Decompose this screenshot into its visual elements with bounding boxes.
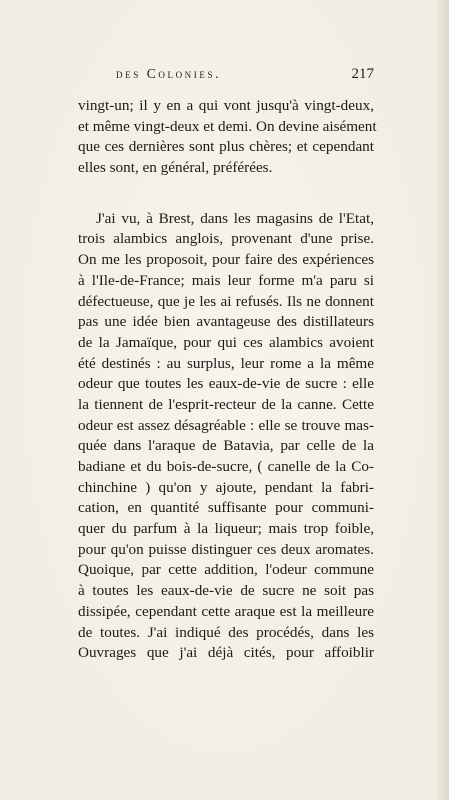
body-text bbox=[78, 96, 377, 664]
text-line: la tiennent de l'esprit-recteur de la canne. Cette bbox=[78, 395, 374, 413]
text-line: de toutes. J'ai indiqué des procédés, dans les bbox=[78, 623, 374, 641]
text-line: odeur est assez désagréable : elle se trouve mas- bbox=[78, 416, 374, 434]
page-header bbox=[116, 66, 374, 86]
paragraph-1 bbox=[78, 96, 377, 179]
text-line: quée dans l'araque de Batavia, par celle de la bbox=[78, 437, 374, 455]
text-line: été destinés : au surplus, leur rome a la même bbox=[78, 354, 374, 372]
text-line: Quoique, par cette addition, l'odeur commune bbox=[78, 561, 374, 579]
text-line: cation, en quantité suffisante pour communi- bbox=[78, 499, 374, 517]
text-line: à toutes les eaux-de-vie de sucre ne soit pas bbox=[78, 582, 374, 600]
text-line: On me les proposoit, pour faire des expériences bbox=[78, 251, 374, 269]
text-line: trois alambics anglois, provenant d'une prise. bbox=[78, 230, 374, 248]
text-line: pour qu'on puisse distinguer ces deux aromates. bbox=[78, 540, 374, 558]
page-number: 217 bbox=[351, 66, 374, 82]
paragraph-gap bbox=[78, 179, 374, 209]
text-line: pas une idée bien avantageuse des distillateurs bbox=[78, 313, 374, 331]
text-line: vingt-un; il y en a qui vont jusqu'à vingt-deux, bbox=[78, 97, 374, 114]
text-line: à l'Ile-de-France; mais leur forme m'a paru si bbox=[78, 271, 374, 289]
running-title: des Colonies. bbox=[116, 66, 222, 81]
text-line: chinchine ) qu'on y ajoute, pendant la fabri- bbox=[78, 478, 374, 496]
text-line: quer du parfum à la liqueur; mais trop foible, bbox=[78, 520, 374, 538]
text-line: Ouvrages que j'ai déjà cités, pour affoiblir bbox=[78, 644, 374, 662]
text-line: J'ai vu, à Brest, dans les magasins de l'Etat, bbox=[96, 209, 374, 227]
page-edge-shadow bbox=[435, 0, 449, 800]
text-line: défectueuse, que je les ai refusés. Ils ne donnent bbox=[78, 292, 374, 310]
paragraph-2 bbox=[78, 209, 374, 664]
text-line: de la Jamaïque, pour qui ces alambics avoient bbox=[78, 333, 374, 351]
text-line: que ces dernières sont plus chères; et cependant bbox=[78, 138, 374, 156]
text-line: dissipée, cependant cette araque est la meilleure bbox=[78, 602, 374, 620]
text-line: badiane et du bois-de-sucre, ( canelle de la Co- bbox=[78, 458, 374, 475]
text-line: et même vingt-deux et demi. On devine aisément bbox=[78, 117, 377, 135]
text-line: odeur que toutes les eaux-de-vie de sucre : elle bbox=[78, 375, 374, 393]
text-line: elles sont, en général, préférées. bbox=[78, 159, 273, 177]
